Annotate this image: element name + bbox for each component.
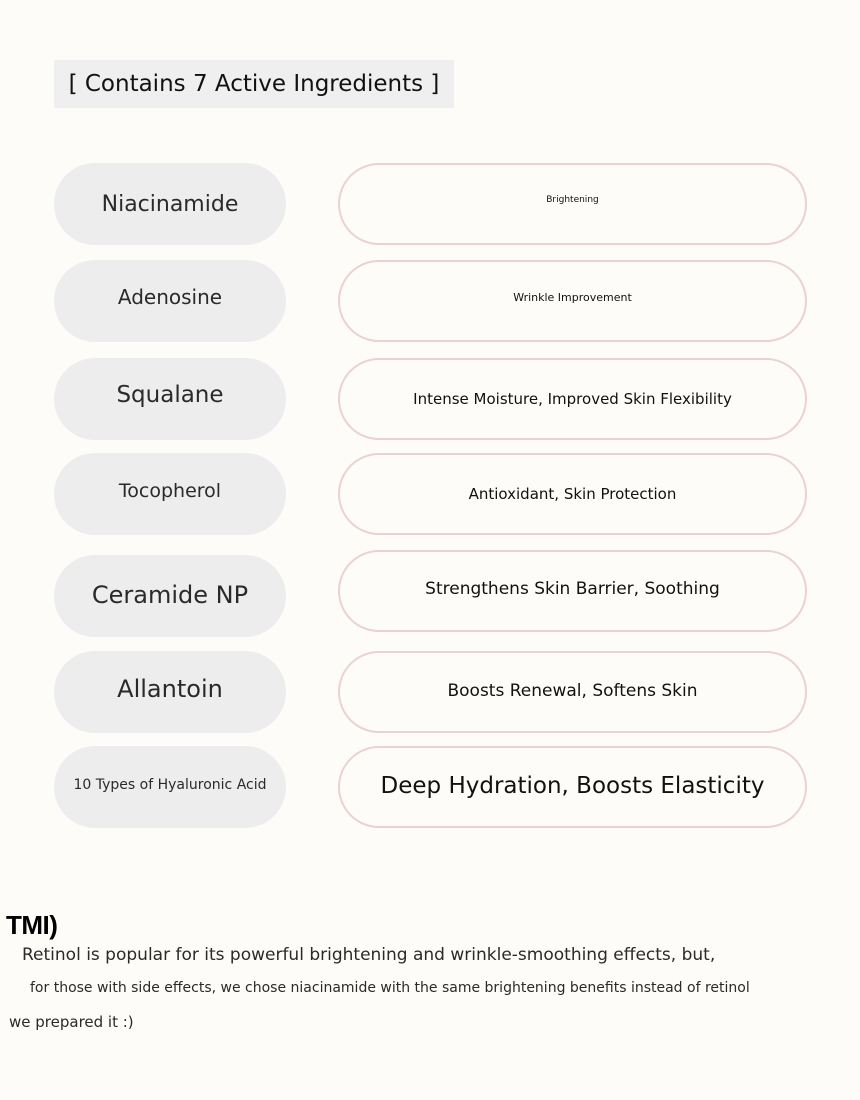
benefit-pill-tocopherol xyxy=(338,453,807,535)
benefit-pill-hyaluronic-acid xyxy=(338,746,807,828)
benefit-pill-niacinamide xyxy=(338,163,807,245)
benefit-text: Wrinkle Improvement xyxy=(513,291,632,304)
benefit-pill-ceramide-np xyxy=(338,550,807,632)
benefit-text: Strengthens Skin Barrier, Soothing xyxy=(425,579,720,599)
benefit-pill-allantoin xyxy=(338,651,807,733)
benefit-pill-squalane xyxy=(338,358,807,440)
benefit-text: Antioxidant, Skin Protection xyxy=(468,485,677,503)
ingredient-pill-squalane xyxy=(54,358,286,440)
ingredient-pill-adenosine xyxy=(54,260,286,342)
benefit-text: Deep Hydration, Boosts Elasticity xyxy=(380,773,765,799)
ingredient-pill-niacinamide xyxy=(54,163,286,245)
ingredient-pill-tocopherol xyxy=(54,453,286,535)
ingredient-name: Niacinamide xyxy=(101,191,239,217)
ingredient-pill-ceramide-np xyxy=(54,555,286,637)
benefit-pill-adenosine xyxy=(338,260,807,342)
ingredient-name: 10 Types of Hyaluronic Acid xyxy=(73,777,267,793)
benefit-text: Brightening xyxy=(546,195,599,205)
header-title: [ Contains 7 Active Ingredients ] xyxy=(68,71,440,97)
tmi-line-3: we prepared it :) xyxy=(9,1013,134,1031)
ingredient-name: Ceramide NP xyxy=(91,581,249,609)
tmi-line-2: for those with side effects, we chose niacinamide with the same brightening benefits instead of retinol xyxy=(30,980,750,996)
ingredient-pill-allantoin xyxy=(54,651,286,733)
ingredient-name: Allantoin xyxy=(117,675,223,703)
benefit-text: Boosts Renewal, Softens Skin xyxy=(447,681,698,701)
benefit-text: Intense Moisture, Improved Skin Flexibility xyxy=(413,390,732,408)
ingredient-name: Squalane xyxy=(116,382,224,408)
tmi-line-1: Retinol is popular for its powerful brightening and wrinkle-smoothing effects, but, xyxy=(22,945,716,965)
ingredients-header xyxy=(54,60,454,108)
ingredient-pill-hyaluronic-acid xyxy=(54,746,286,828)
ingredient-name: Adenosine xyxy=(117,285,223,309)
tmi-title: TMI) xyxy=(6,910,58,940)
ingredient-name: Tocopherol xyxy=(118,480,222,502)
